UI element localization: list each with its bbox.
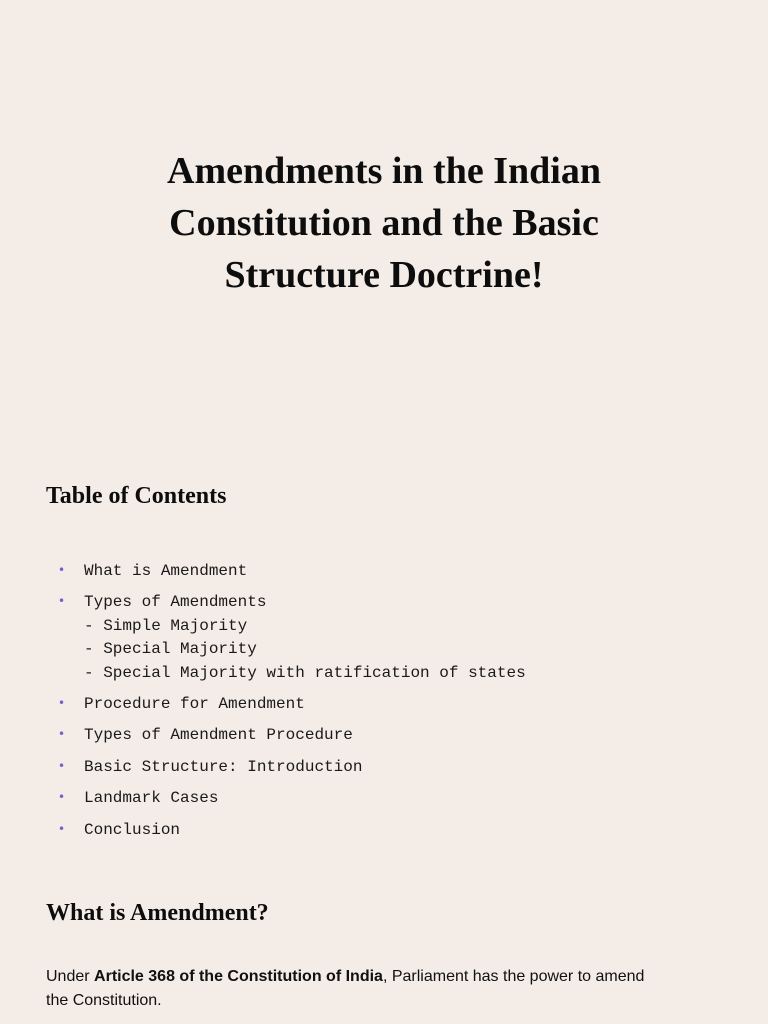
- toc-item-what-is-amendment[interactable]: [46, 560, 526, 583]
- toc-item-label: Procedure for Amendment: [84, 695, 305, 714]
- toc-item-label: What is Amendment: [84, 562, 248, 580]
- toc-item-conclusion[interactable]: [46, 819, 526, 842]
- toc-item-label: Conclusion: [84, 820, 181, 839]
- toc-item-landmark-cases[interactable]: [46, 787, 526, 810]
- bullet-dot-icon: •: [58, 727, 66, 742]
- toc-subitem: - Special Majority with ratification of states: [84, 663, 526, 682]
- toc-item-label: Types of Amendments: [84, 593, 267, 612]
- title-line: Structure Doctrine!: [224, 254, 544, 296]
- bullet-dot-icon: •: [58, 563, 66, 577]
- bullet-dot-icon: •: [58, 821, 66, 836]
- paragraph-text: , Parliament has the power to amend the Constitution.: [46, 968, 645, 1009]
- toc-item-label: Basic Structure: Introduction: [84, 757, 363, 776]
- toc-item-basic-structure-introduction[interactable]: [46, 756, 526, 779]
- paragraph-text: Under: [46, 968, 95, 985]
- toc-item-procedure-for-amendment[interactable]: [46, 693, 526, 716]
- toc-item-label: Types of Amendment Procedure: [84, 726, 353, 745]
- toc-item-types-of-amendment-procedure[interactable]: [46, 724, 526, 747]
- bullet-dot-icon: •: [58, 790, 66, 805]
- paragraph-article-368: [46, 965, 646, 1012]
- title-line: Constitution and the Basic: [169, 202, 599, 244]
- toc-subitem: - Simple Majority: [84, 616, 248, 635]
- title-line: Amendments in the Indian: [167, 150, 601, 192]
- toc-item-types-of-amendments[interactable]: [46, 591, 526, 685]
- bullet-dot-icon: •: [58, 758, 66, 773]
- document-title: [0, 145, 768, 301]
- table-of-contents: [46, 560, 526, 850]
- section-heading-what-is-amendment: What is Amendment?: [46, 900, 269, 926]
- bullet-dot-icon: •: [58, 594, 66, 609]
- toc-subitem: - Special Majority: [84, 640, 257, 659]
- toc-heading: Table of Contents: [46, 483, 227, 509]
- toc-item-label: Landmark Cases: [84, 789, 219, 808]
- bullet-dot-icon: •: [58, 696, 66, 711]
- paragraph-bold-text: Article 368 of the Constitution of India: [94, 968, 383, 985]
